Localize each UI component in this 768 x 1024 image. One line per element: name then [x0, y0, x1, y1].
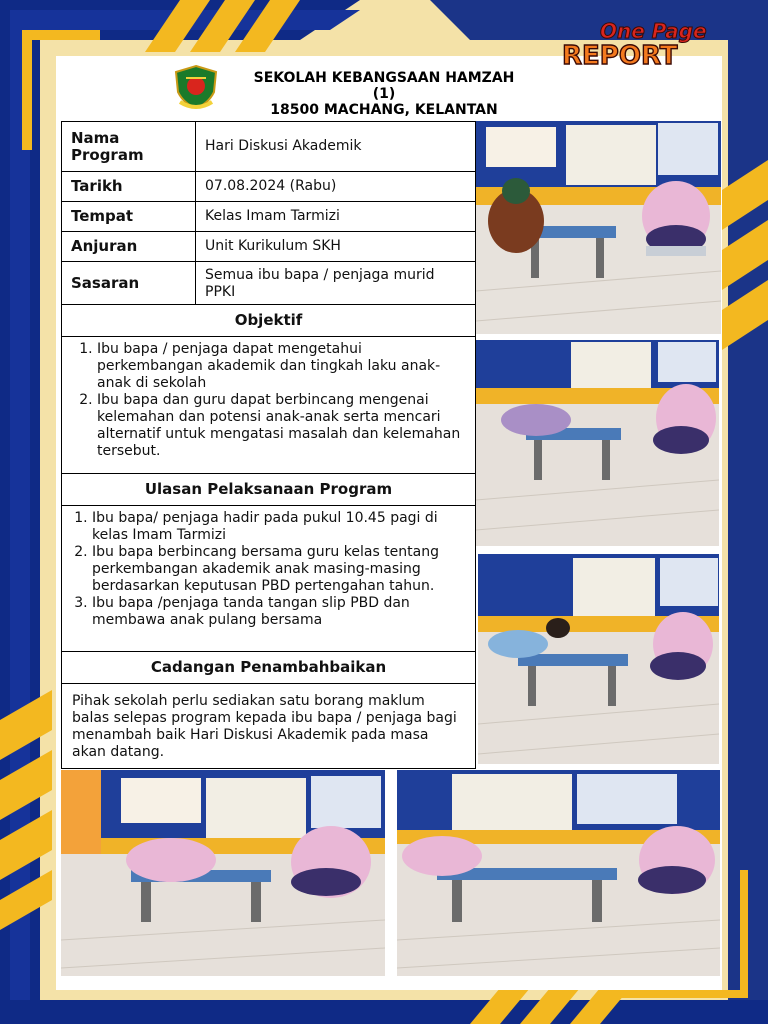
list-item: 2. Ibu bapa berbincang bersama guru kelas tentang perkembangan akademik anak masing-masing berdasarkan keputusan PBD pertengahan tahun.: [92, 544, 465, 595]
table-row: [62, 202, 476, 232]
info-value-tarikh: 07.08.2024 (Rabu): [196, 172, 476, 202]
school-name: SEKOLAH KEBANGSAAN HAMZAH: [253, 70, 515, 86]
list-item: 3. Ibu bapa /penjaga tanda tangan slip PBD dan membawa anak pulang bersama: [92, 595, 465, 629]
info-label-tempat: Tempat: [62, 202, 196, 232]
one-page-report-logo: [560, 14, 710, 70]
objektif-body: [61, 336, 476, 474]
list-item: 1. Ibu bapa/ penjaga hadir pada pukul 10.45 pagi di kelas Imam Tarmizi: [92, 510, 465, 544]
brand-line-2: REPORT: [562, 41, 678, 70]
ulasan-heading: Ulasan Pelaksanaan Program: [144, 480, 393, 498]
info-label-sasaran: Sasaran: [62, 262, 196, 306]
info-value-sasaran: Semua ibu bapa / penjaga murid PPKI: [196, 262, 476, 306]
cadangan-heading-box: [61, 651, 476, 684]
school-name-suffix: (1): [372, 86, 396, 102]
brand-line-1: One Page: [600, 19, 707, 43]
cadangan-text: Pihak sekolah perlu sediakan satu borang maklum balas selepas program kepada ibu bapa / penjaga bagi menambah baik Hari Diskusi Akademik pada masa akan datang.: [72, 693, 457, 760]
info-label-nama-program: Nama Program: [62, 122, 196, 172]
list-item: 1. Ibu bapa / penjaga dapat mengetahui perkembangan akademik dan tingkah laku anak-anak di sekolah: [97, 341, 465, 392]
event-photo-5: [397, 770, 720, 976]
ulasan-heading-box: [61, 473, 476, 506]
info-value-anjuran: Unit Kurikulum SKH: [196, 232, 476, 262]
info-label-anjuran: Anjuran: [62, 232, 196, 262]
table-row: [62, 122, 476, 172]
event-photo-3: [478, 554, 719, 764]
objektif-heading: Objektif: [234, 311, 303, 329]
program-info-table: [61, 121, 476, 306]
cadangan-body: [61, 683, 476, 769]
event-photo-4: [61, 770, 385, 976]
objektif-heading-box: [61, 304, 476, 337]
info-value-tempat: Kelas Imam Tarmizi: [196, 202, 476, 232]
ulasan-body: [61, 505, 476, 652]
ulasan-list: [72, 510, 465, 629]
school-crest-icon: [172, 64, 220, 110]
objektif-list: [72, 341, 465, 460]
list-item: 2. Ibu bapa dan guru dapat berbincang mengenai kelemahan dan potensi anak-anak serta mencari alternatif untuk mengatasi masalah dan kelemahan tersebut.: [97, 392, 465, 460]
info-value-nama-program: Hari Diskusi Akademik: [196, 122, 476, 172]
event-photo-2: [476, 340, 719, 546]
table-row: [62, 172, 476, 202]
school-address: 18500 MACHANG, KELANTAN: [270, 102, 498, 118]
table-row: [62, 262, 476, 306]
event-photo-1: [476, 121, 721, 334]
table-row: [62, 232, 476, 262]
cadangan-heading: Cadangan Penambahbaikan: [150, 658, 387, 676]
school-header: [228, 70, 540, 118]
info-label-tarikh: Tarikh: [62, 172, 196, 202]
